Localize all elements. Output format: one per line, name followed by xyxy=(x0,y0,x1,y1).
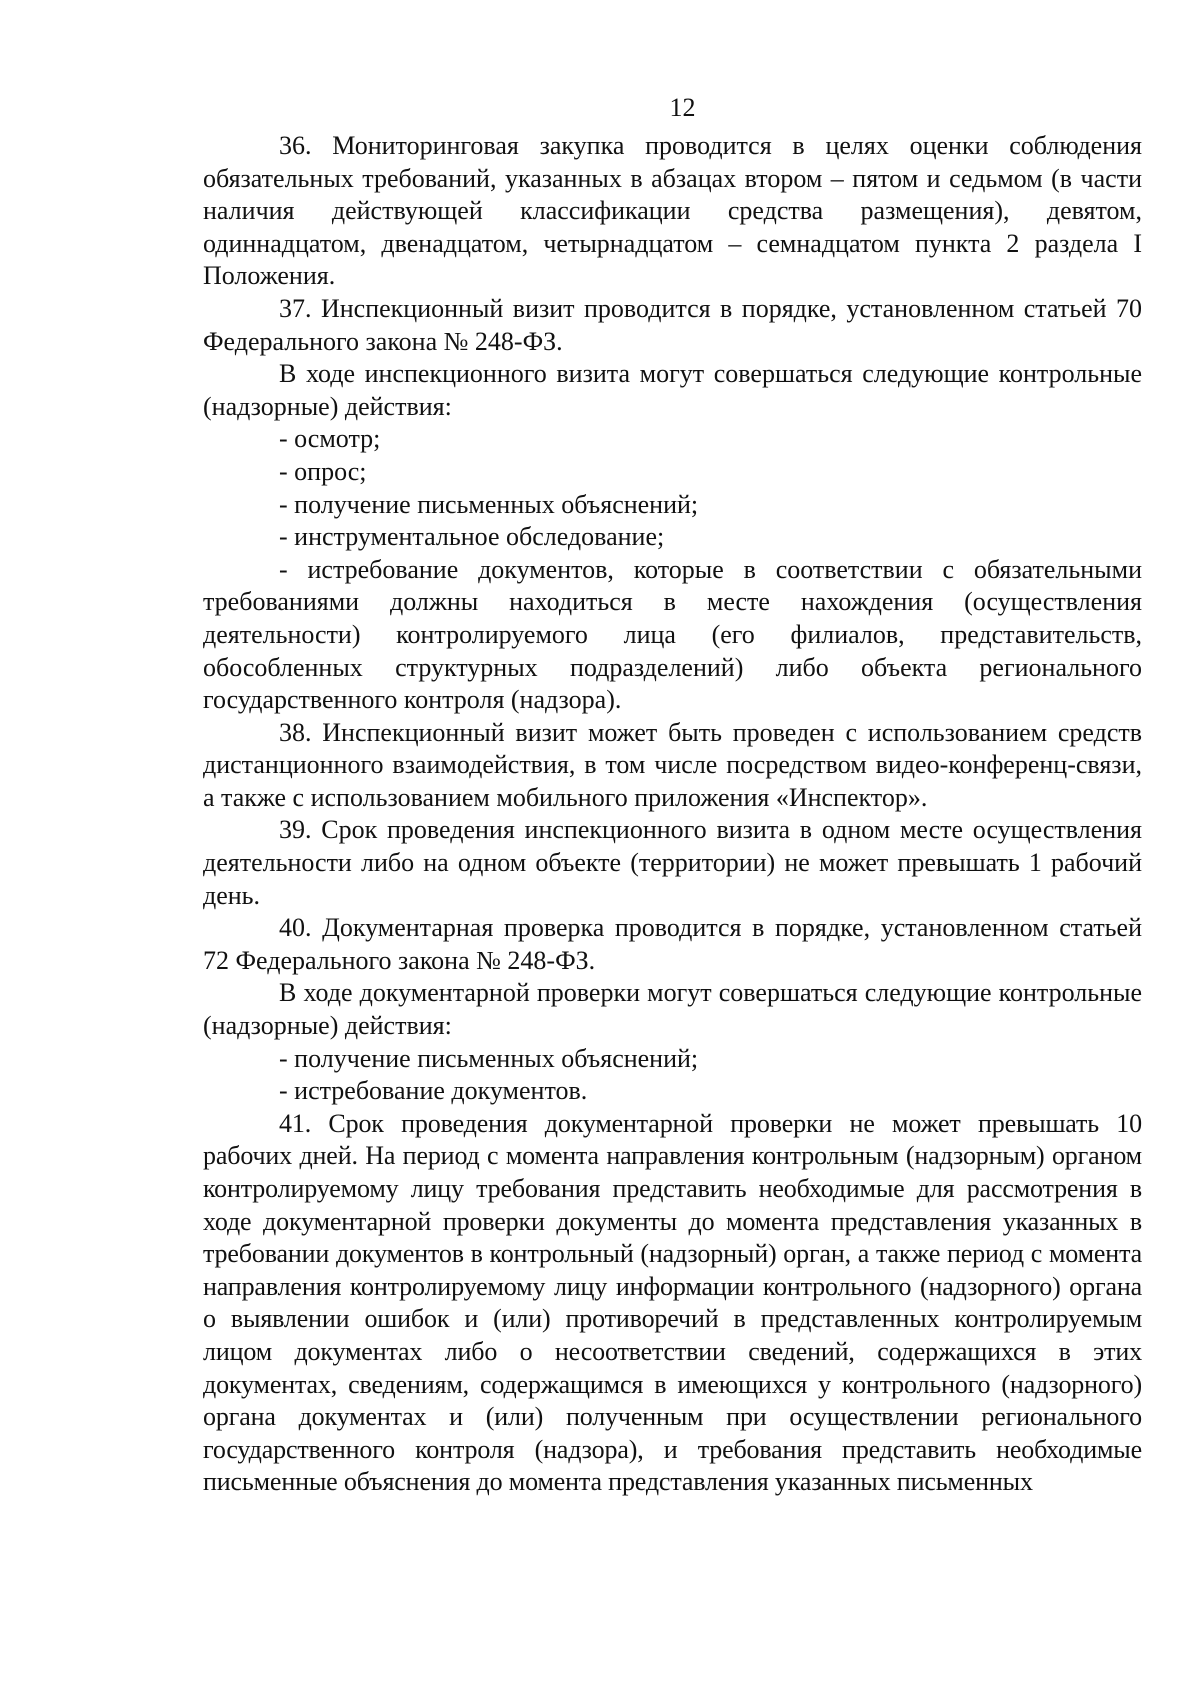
list-item-inspection-3: - получение письменных объяснений; xyxy=(279,489,699,519)
list-item-document-check-2: - истребование документов. xyxy=(279,1076,588,1106)
paragraph-37: 37. Инспекционный визит проводится в порядке, установленном статьей 70 Федерального закона № 248-ФЗ. xyxy=(203,293,1142,356)
paragraph-inspection-visit-actions-intro: В ходе инспекционного визита могут совершаться следующие контрольные (надзорные) действия: xyxy=(203,359,1142,421)
list-item-document-check-1: - получение письменных объяснений; xyxy=(279,1043,699,1073)
paragraph-document-check-actions-intro: В ходе документарной проверки могут совершаться следующие контрольные (надзорные) действия: xyxy=(203,978,1142,1041)
paragraph-38: 38. Инспекционный визит может быть проведен с использованием средств дистанционного взаимодействия, в том числе посредством видео-конференц-связи, а также с использованием мобильного приложения «Инспектор». xyxy=(203,717,1142,812)
list-item-inspection-5: - истребование документов, которые в соответствии с обязательными требованиями должны находиться в месте нахождения (осуществления деятельности) контролируемого лица (его филиалов, представительств, обособленных структурных подразделений) либо объекта регионального государственного контроля (надзора). xyxy=(203,554,1142,715)
list-item-inspection-2: - опрос; xyxy=(279,456,367,486)
page-number: 12 xyxy=(669,93,696,122)
paragraph-41: 41. Срок проведения документарной проверки не может превышать 10 рабочих дней. На период с момента направления контрольным (надзорным) органом контролируемому лицу требования представить необходимые для рассмотрения в ходе документарной проверки документы до момента представления указанных в требовании документов в контрольный (надзорный) орган, а также период с момента направления контролируемому лицу информации контрольного (надзорного) органа о выявлении ошибок и (или) противоречий в представленных контролируемым лицом документах либо о несоответствии сведений, содержащихся в этих документах, сведениям, содержащимся в имеющихся у контрольного (надзорного) органа документах и (или) полученным при осуществлении регионального государственного контроля (надзора), и требования представить необходимые письменные объяснения до момента представления указанных письменных xyxy=(203,1108,1142,1497)
paragraph-39: 39. Срок проведения инспекционного визита в одном месте осуществления деятельности либо на одном объекте (территории) не может превышать 1 рабочий день. xyxy=(203,815,1142,910)
list-item-inspection-4: - инструментальное обследование; xyxy=(279,522,665,552)
paragraph-36: 36. Мониторинговая закупка проводится в целях оценки соблюдения обязательных требований, указанных в абзацах втором – пятом и седьмом (в части наличия действующей классификации средства размещения), девятом, одиннадцатом, двенадцатом, четырнадцатом – семнадцатом пункта 2 раздела I Положения. xyxy=(203,131,1142,291)
list-item-inspection-1: - осмотр; xyxy=(279,424,381,454)
document-body xyxy=(203,130,1142,1499)
paragraph-40: 40. Документарная проверка проводится в порядке, установленном статьей 72 Федерального закона № 248-ФЗ. xyxy=(203,913,1142,975)
